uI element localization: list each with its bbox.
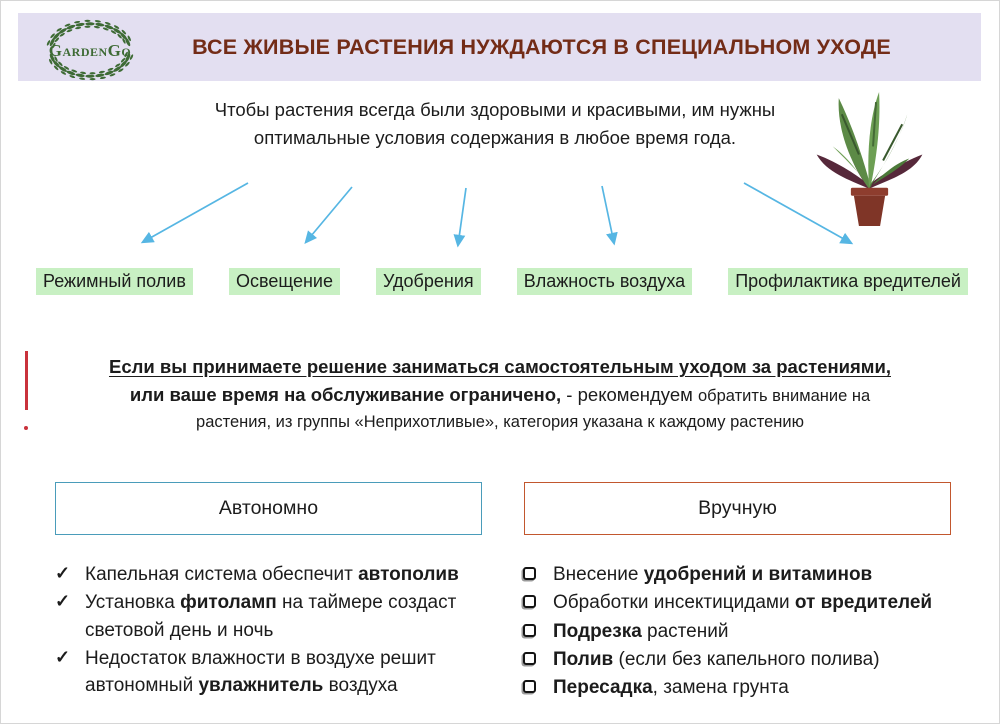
- manual-title: Вручную: [698, 497, 777, 519]
- factor-label-humidity: Влажность воздуха: [517, 268, 692, 295]
- list-item: [520, 646, 985, 673]
- note-line-3: растения, из группы «Неприхотливые», категория указана к каждому растению: [196, 412, 804, 431]
- factor-label-lighting: Освещение: [229, 268, 340, 295]
- list-item-text: Внесение удобрений и витаминов: [553, 564, 873, 585]
- checkmark-icon: ✓: [55, 591, 71, 612]
- note-line-2-dash: - рекомендуем: [561, 384, 698, 406]
- factor-label-pest-prevention: Профилактика вредителей: [728, 268, 968, 295]
- list-item-text: Капельная система обеспечит автополив: [85, 564, 459, 585]
- note-line-2-bold: или ваше время на обслуживание ограничено,: [129, 384, 562, 406]
- pointer-arrows: [0, 160, 1000, 260]
- factor-label-watering: Режимный полив: [36, 268, 193, 295]
- checkbox-square-icon: [520, 561, 553, 588]
- brand-name: GardenGo: [48, 41, 132, 60]
- list-item-text: Установка фитоламп на таймере создаст световой день и ночь: [85, 592, 457, 641]
- list-item: [52, 589, 497, 644]
- list-item: [52, 645, 497, 700]
- checkbox-square-icon: [520, 589, 553, 616]
- care-factors-row: [36, 268, 968, 295]
- checkbox-square-icon: [520, 646, 553, 673]
- arrow-to-humidity: [602, 186, 614, 243]
- recommendation-note: [30, 353, 970, 435]
- checkmark-icon: ✓: [55, 563, 71, 583]
- header-band: [18, 13, 981, 81]
- list-item: [520, 561, 985, 588]
- list-item-text: Недостаток влажности в воздухе решит автономный увлажнитель воздуха: [85, 648, 436, 697]
- arrow-to-pest-prevention: [744, 183, 851, 243]
- gardengo-logo: [28, 12, 152, 88]
- red-accent-bar: [25, 351, 28, 410]
- manual-column-header: [524, 482, 951, 535]
- intro-line-1: Чтобы растения всегда были здоровыми и красивыми, им нужны: [214, 99, 776, 120]
- list-item-text: Полив (если без капельного полива): [553, 649, 880, 671]
- autonomous-column-header: [55, 482, 482, 535]
- arrow-to-watering: [143, 183, 248, 242]
- arrow-to-fertilizers: [458, 188, 466, 245]
- intro-text: [150, 96, 840, 152]
- list-item-text: Подрезка растений: [553, 620, 729, 642]
- note-line-2-rest: обратить внимание на: [698, 387, 871, 406]
- autonomous-list: [52, 561, 497, 701]
- note-line-1: Если вы принимаете решение заниматься самостоятельным уходом за растениями,: [108, 356, 891, 377]
- list-item: [520, 674, 985, 701]
- list-item: [520, 618, 985, 645]
- list-item: [52, 561, 497, 588]
- arrow-to-lighting: [306, 187, 352, 242]
- factor-label-fertilizers: Удобрения: [376, 268, 481, 295]
- checkmark-icon: ✓: [55, 647, 71, 668]
- autonomous-title: Автономно: [218, 497, 319, 519]
- page-title: ВСЕ ЖИВЫЕ РАСТЕНИЯ НУЖДАЮТСЯ В СПЕЦИАЛЬНОМ УХОДЕ: [192, 34, 891, 59]
- list-item-text: Пересадка, замена грунта: [553, 677, 789, 699]
- list-item: [520, 589, 985, 616]
- intro-line-2: оптимальные условия содержания в любое время года.: [253, 126, 737, 148]
- red-accent-dot: [24, 426, 28, 430]
- checkbox-square-icon: [520, 674, 553, 701]
- manual-list: [520, 561, 985, 703]
- checkbox-square-icon: [520, 618, 553, 645]
- list-item-text: Обработки инсектицидами от вредителей: [553, 592, 933, 614]
